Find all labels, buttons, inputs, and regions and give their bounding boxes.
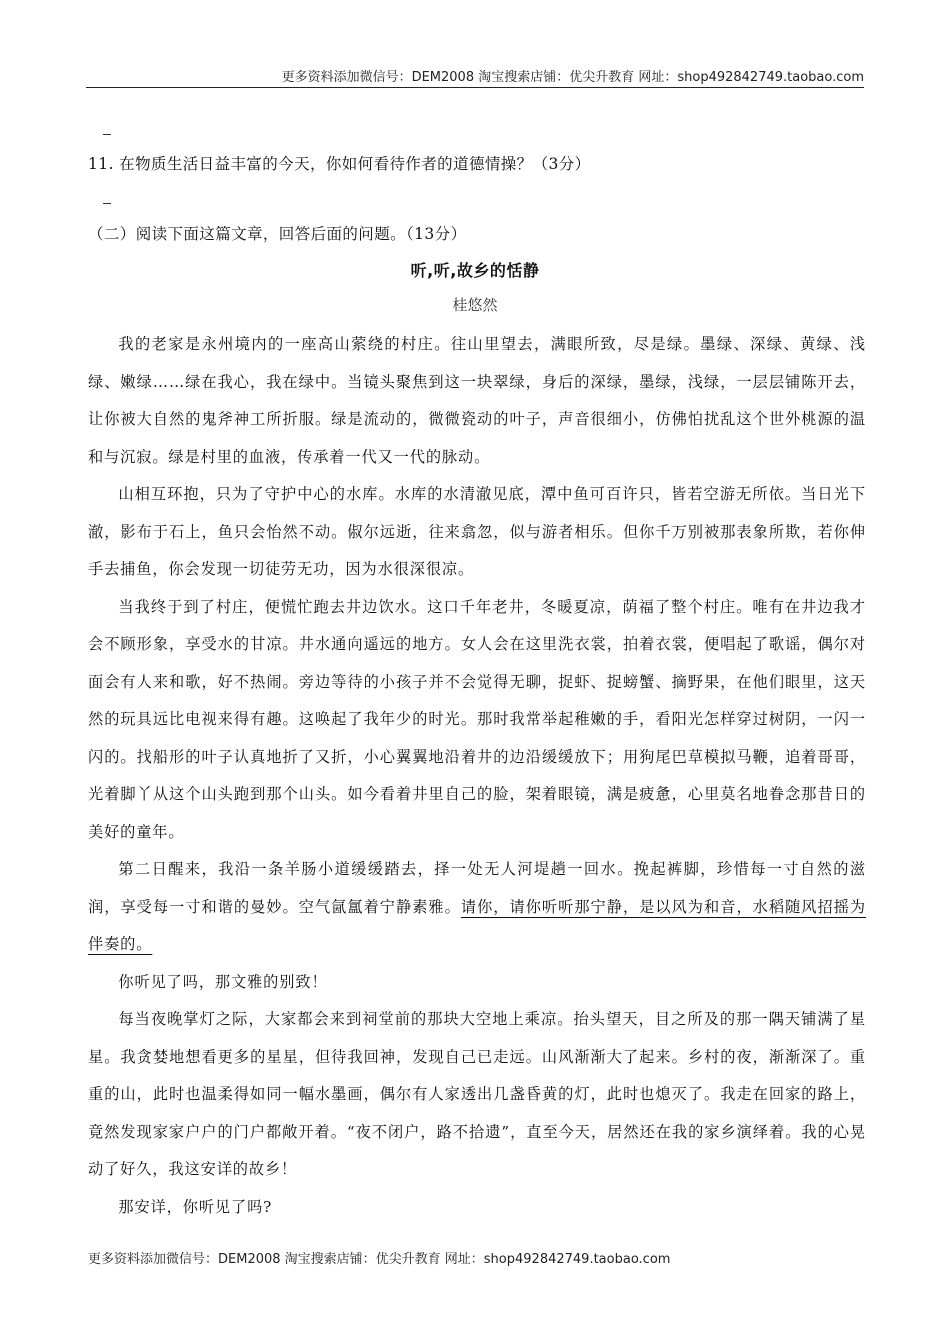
answer-blank-line	[103, 134, 111, 135]
question-11: 11. 在物质生活日益丰富的今天，你如何看待作者的道德情操？（3分）	[88, 155, 591, 173]
page-footer: 更多资料添加微信号：DEM2008 淘宝搜索店铺：优尖升教育 网址：shop492842749.taobao.com	[88, 1252, 671, 1267]
paragraph-text: 第二日醒来，我沿一条羊肠小道缓缓踏去，择一处无人河堤趟一回水。挽起裤脚，珍惜每一寸自然的滋润，享受每一寸和谐的曼妙。空气氤氲着宁静素雅。	[88, 860, 866, 916]
page-header: 更多资料添加微信号：DEM2008 淘宝搜索店铺：优尖升教育 网址：shop492842749.taobao.com	[281, 70, 864, 85]
paragraph	[88, 851, 866, 964]
paragraph: 我的老家是永州境内的一座高山萦绕的村庄。往山里望去，满眼所致，尽是绿。墨绿、深绿、黄绿、浅绿、嫩绿……绿在我心，我在绿中。当镜头聚焦到这一块翠绿，身后的深绿，墨绿，浅绿，一层层铺陈开去，让你被大自然的鬼斧神工所折服。绿是流动的，微微瓷动的叶子，声音很细小，仿佛怕扰乱这个世外桃源的温和与沉寂。绿是村里的血液，传承着一代又一代的脉动。	[88, 335, 866, 466]
paragraph: 当我终于到了村庄，便慌忙跑去井边饮水。这口千年老井，冬暖夏凉，荫福了整个村庄。唯有在井边我才会不顾形象，享受水的甘凉。井水通向遥远的地方。女人会在这里洗衣裳，拍着衣裳，便唱起了歌谣，偶尔对面会有人来和歌，好不热闹。旁边等待的小孩子并不会觉得无聊，捉虾、捉螃蟹、摘野果，在他们眼里，这天然的玩具远比电视来得有趣。这唤起了我年少的时光。那时我常举起稚嫩的手，看阳光怎样穿过树阴，一闪一闪的。找船形的叶子认真地折了又折，小心翼翼地沿着井的边沿缓缓放下；用狗尾巴草模拟马鞭，追着哥哥，光着脚丫从这个山头跑到那个山头。如今看着井里自己的脸，架着眼镜，满是疲惫，心里莫名地眷念那昔日的美好的童年。	[88, 597, 866, 841]
header-divider	[86, 87, 864, 88]
article-author: 桂悠然	[452, 296, 498, 314]
answer-blank-line	[103, 203, 111, 204]
paragraph: 那安详，你听见了吗?	[118, 1197, 273, 1216]
paragraph: 你听见了吗，那文雅的别致！	[118, 972, 328, 991]
underlined-sentence: 请你，请你听听那宁静，是以风为和音，水稻随风招摇为伴奏的。	[88, 897, 867, 953]
article-body	[88, 326, 866, 1226]
paragraph: 山相互环抱，只为了守护中心的水库。水库的水清澈见底，潭中鱼可百许只，皆若空游无所依。当日光下澈，影布于石上，鱼只会怡然不动。俶尔远逝，往来翕忽，似与游者相乐。但你千万别被那表象所欺，若你伸手去捕鱼，你会发现一切徒劳无功，因为水很深很凉。	[88, 485, 866, 578]
paragraph: 每当夜晚掌灯之际，大家都会来到祠堂前的那块大空地上乘凉。抬头望天，目之所及的那一隅天铺满了星星。我贪婪地想看更多的星星，但待我回神，发现自己已走远。山风渐渐大了起来。乡村的夜，渐渐深了。重重的山，此时也温柔得如同一幅水墨画，偶尔有人家透出几盏昏黄的灯，此时也熄灭了。我走在回家的路上，竟然发现家家户户的门户都敞开着。“夜不闭户，路不拾遗”，直至今天，居然还在我的家乡演绎着。我的心晃动了好久，我这安详的故乡！	[88, 1010, 866, 1178]
section-instruction: （二）阅读下面这篇文章，回答后面的问题。（13分）	[88, 225, 467, 243]
article-title: 听,听,故乡的恬静	[410, 261, 540, 280]
